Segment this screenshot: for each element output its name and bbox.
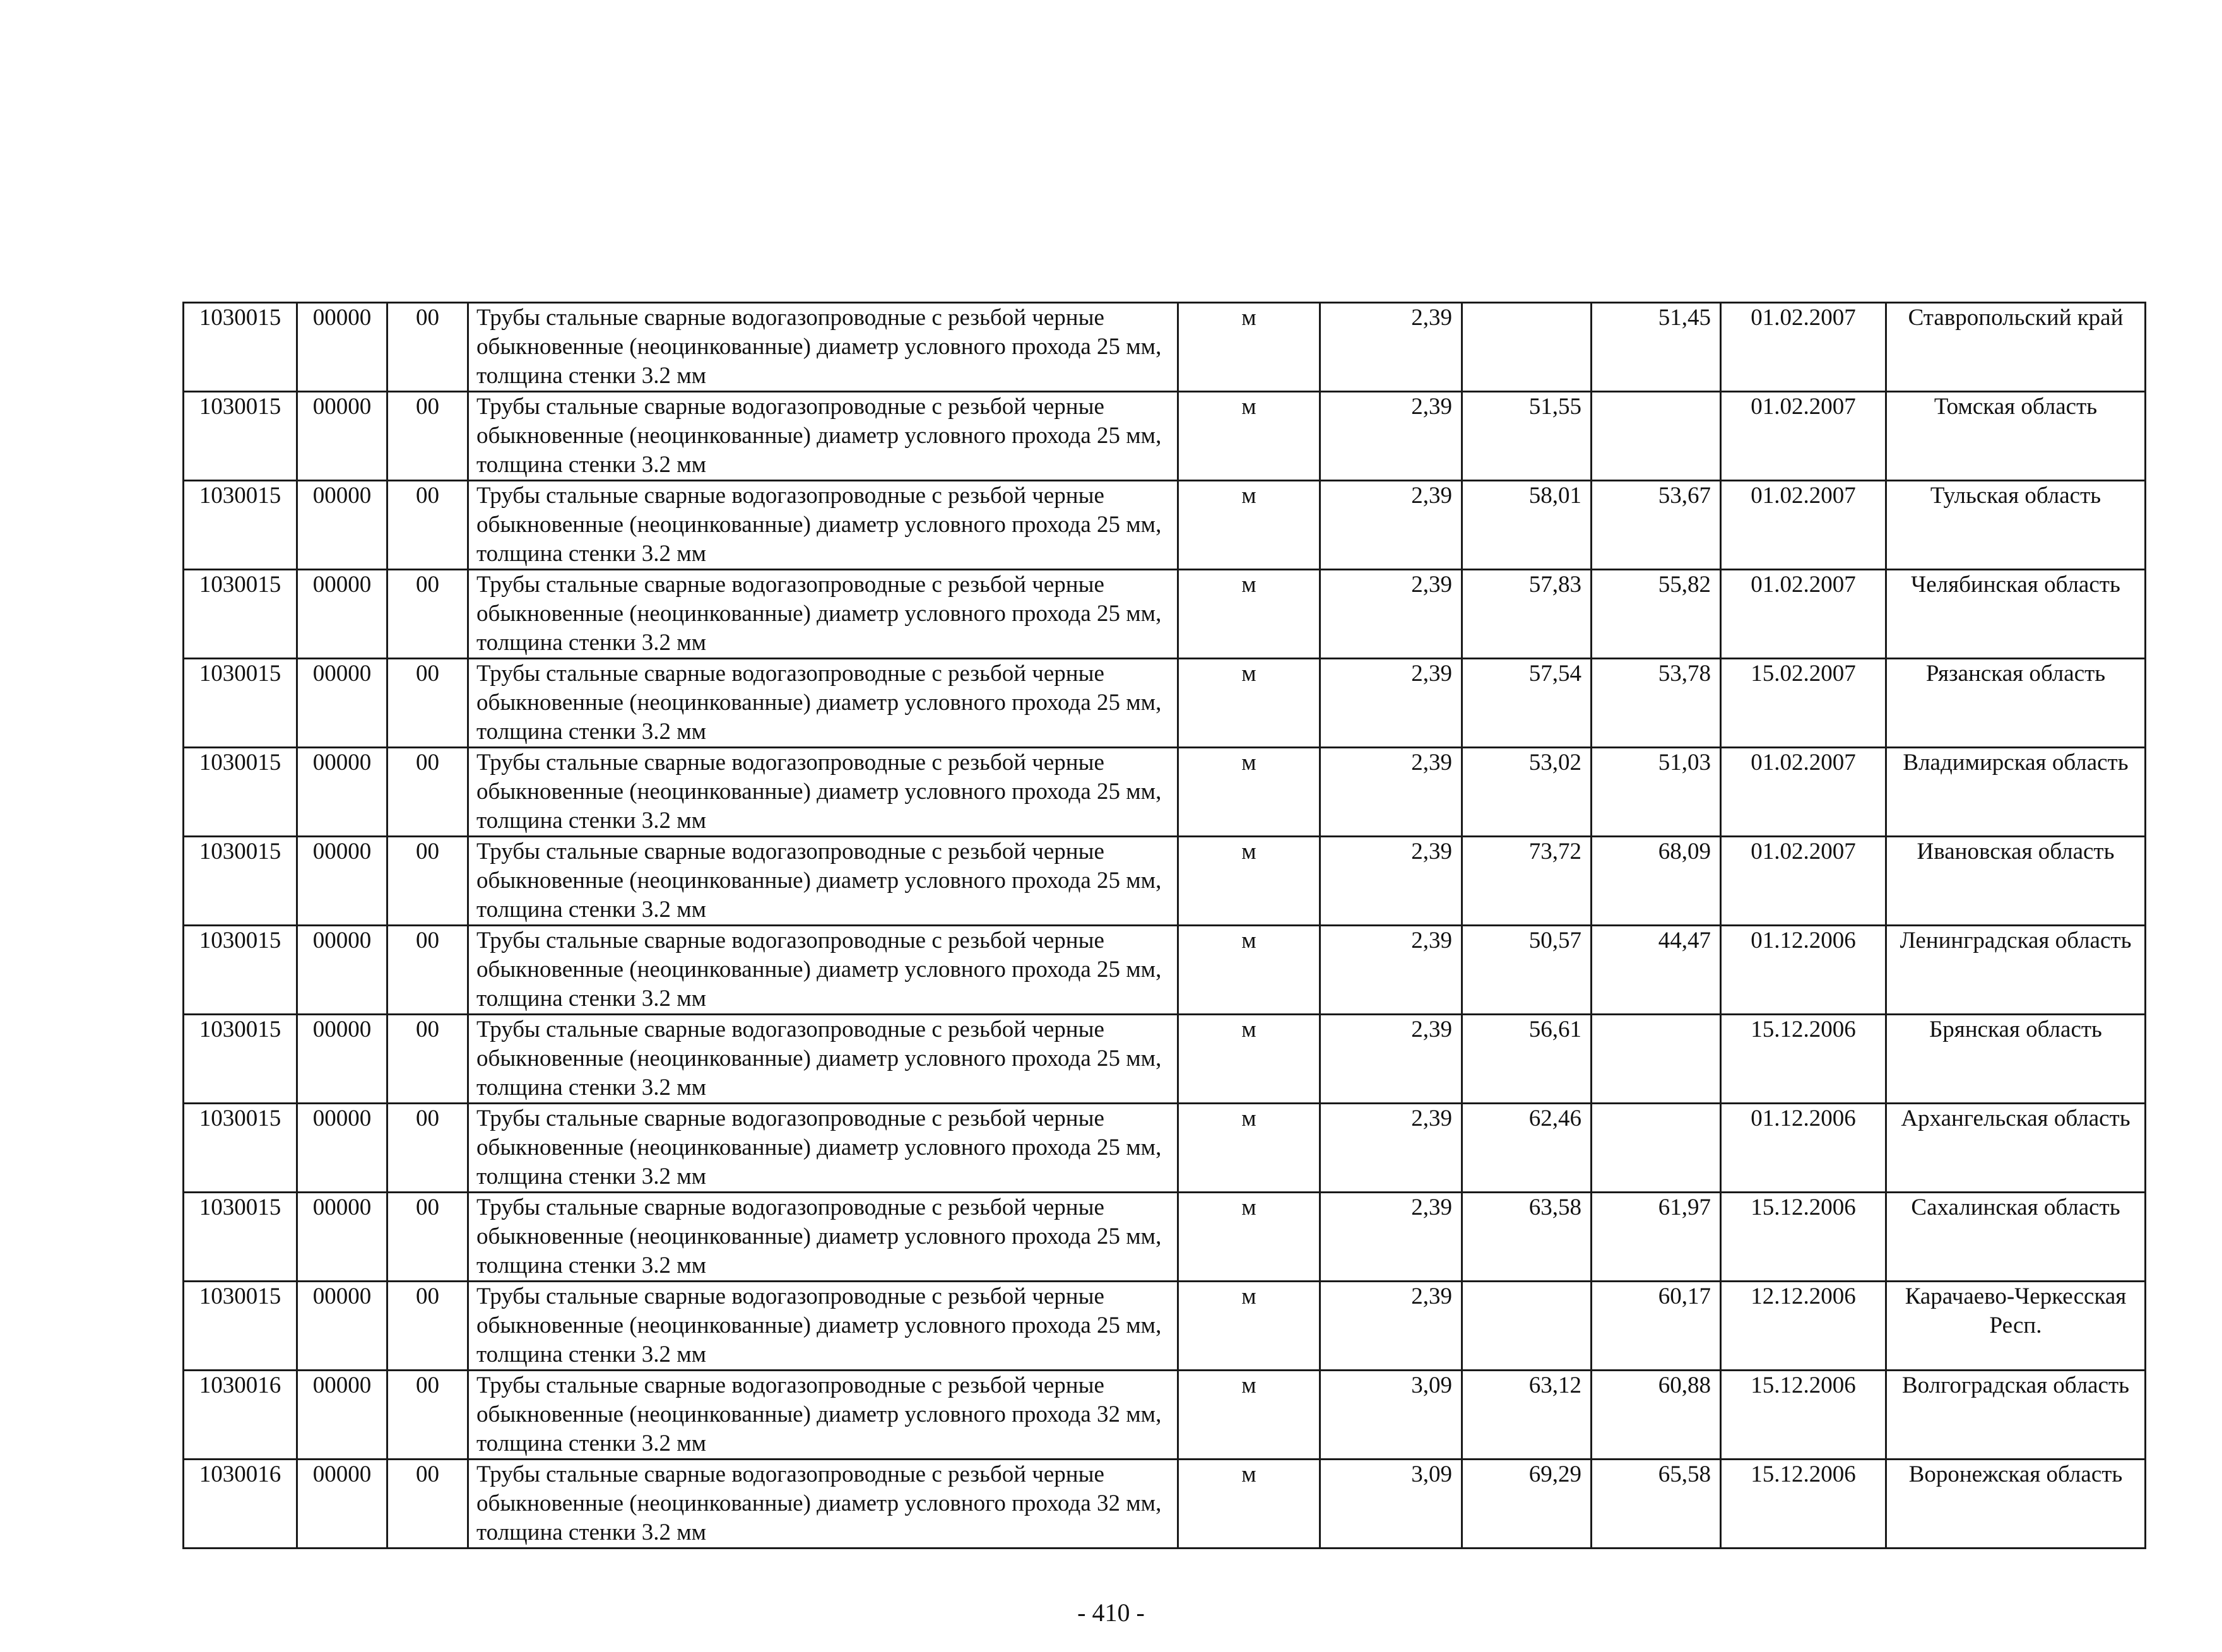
cell-subcode: 00000 [297,303,387,392]
cell-unit: м [1178,1460,1320,1549]
cell-date: 01.02.2007 [1721,481,1886,570]
cell-value-2: 57,83 [1462,570,1592,659]
cell-region: Тульская область [1886,481,2146,570]
cell-description: Трубы стальные сварные водогазопроводные с резьбой черные обыкновенные (неоцинкованные) диаметр условного прохода 25 мм, толщина стенки 3.2 мм [468,1193,1178,1282]
cell-code: 1030016 [184,1460,297,1549]
cell-code: 1030015 [184,303,297,392]
cell-subcode: 00000 [297,837,387,926]
cell-value-3: 61,97 [1592,1193,1721,1282]
cell-code: 1030015 [184,1282,297,1371]
cell-value-3 [1592,1104,1721,1193]
table-row [184,1015,2146,1104]
cell-subcode: 00000 [297,926,387,1015]
cell-value-3 [1592,1015,1721,1104]
table-row [184,926,2146,1015]
cell-region: Волгоградская область [1886,1371,2146,1460]
cell-date: 01.02.2007 [1721,748,1886,837]
cell-unit: м [1178,1193,1320,1282]
cell-value-2: 56,61 [1462,1015,1592,1104]
cell-code: 1030015 [184,1193,297,1282]
table-row [184,1460,2146,1549]
cell-region: Ивановская область [1886,837,2146,926]
cell-unit: м [1178,659,1320,748]
cell-value-3: 51,45 [1592,303,1721,392]
table-row [184,392,2146,481]
cell-date: 12.12.2006 [1721,1282,1886,1371]
cell-code: 1030015 [184,1015,297,1104]
cell-value-3: 55,82 [1592,570,1721,659]
cell-extension: 00 [387,1015,468,1104]
cell-subcode: 00000 [297,1104,387,1193]
table-row [184,659,2146,748]
cell-region: Томская область [1886,392,2146,481]
cell-subcode: 00000 [297,1282,387,1371]
cell-unit: м [1178,926,1320,1015]
cell-extension: 00 [387,481,468,570]
cell-description: Трубы стальные сварные водогазопроводные с резьбой черные обыкновенные (неоцинкованные) диаметр условного прохода 32 мм, толщина стенки 3.2 мм [468,1460,1178,1549]
table-body [184,303,2146,1549]
cell-description: Трубы стальные сварные водогазопроводные с резьбой черные обыкновенные (неоцинкованные) диаметр условного прохода 25 мм, толщина стенки 3.2 мм [468,481,1178,570]
cell-description: Трубы стальные сварные водогазопроводные с резьбой черные обыкновенные (неоцинкованные) диаметр условного прохода 25 мм, толщина стенки 3.2 мм [468,837,1178,926]
cell-value-3: 60,88 [1592,1371,1721,1460]
table-row [184,303,2146,392]
cell-description: Трубы стальные сварные водогазопроводные с резьбой черные обыкновенные (неоцинкованные) диаметр условного прохода 25 мм, толщина стенки 3.2 мм [468,1104,1178,1193]
table-row [184,837,2146,926]
cell-description: Трубы стальные сварные водогазопроводные с резьбой черные обыкновенные (неоцинкованные) диаметр условного прохода 25 мм, толщина стенки 3.2 мм [468,659,1178,748]
cell-value-1: 2,39 [1320,1015,1462,1104]
cell-value-3 [1592,392,1721,481]
cell-extension: 00 [387,570,468,659]
table-row [184,1193,2146,1282]
cell-value-1: 2,39 [1320,926,1462,1015]
cell-code: 1030015 [184,659,297,748]
cell-unit: м [1178,570,1320,659]
table-row [184,1282,2146,1371]
cell-value-3: 60,17 [1592,1282,1721,1371]
cell-date: 01.12.2006 [1721,1104,1886,1193]
cell-extension: 00 [387,1193,468,1282]
cell-value-2: 73,72 [1462,837,1592,926]
cell-date: 01.02.2007 [1721,837,1886,926]
cell-unit: м [1178,392,1320,481]
cell-date: 01.12.2006 [1721,926,1886,1015]
cell-subcode: 00000 [297,748,387,837]
cell-code: 1030016 [184,1371,297,1460]
cell-code: 1030015 [184,570,297,659]
cell-description: Трубы стальные сварные водогазопроводные с резьбой черные обыкновенные (неоцинкованные) диаметр условного прохода 25 мм, толщина стенки 3.2 мм [468,1015,1178,1104]
cell-extension: 00 [387,1282,468,1371]
cell-subcode: 00000 [297,1193,387,1282]
cell-unit: м [1178,748,1320,837]
cell-date: 01.02.2007 [1721,392,1886,481]
cell-value-2 [1462,303,1592,392]
cell-description: Трубы стальные сварные водогазопроводные с резьбой черные обыкновенные (неоцинкованные) диаметр условного прохода 25 мм, толщина стенки 3.2 мм [468,303,1178,392]
table-row [184,481,2146,570]
cell-value-1: 2,39 [1320,659,1462,748]
cell-value-3: 53,78 [1592,659,1721,748]
cell-unit: м [1178,481,1320,570]
cell-subcode: 00000 [297,392,387,481]
cell-date: 15.12.2006 [1721,1460,1886,1549]
cell-region: Брянская область [1886,1015,2146,1104]
cell-date: 01.02.2007 [1721,570,1886,659]
cell-value-1: 3,09 [1320,1460,1462,1549]
cell-value-2: 63,12 [1462,1371,1592,1460]
cell-region: Ставропольский край [1886,303,2146,392]
cell-description: Трубы стальные сварные водогазопроводные с резьбой черные обыкновенные (неоцинкованные) диаметр условного прохода 25 мм, толщина стенки 3.2 мм [468,926,1178,1015]
cell-unit: м [1178,1371,1320,1460]
cell-date: 15.02.2007 [1721,659,1886,748]
cell-value-1: 2,39 [1320,1193,1462,1282]
cell-code: 1030015 [184,392,297,481]
cell-subcode: 00000 [297,1371,387,1460]
cell-code: 1030015 [184,1104,297,1193]
cell-value-2: 58,01 [1462,481,1592,570]
cell-value-2: 63,58 [1462,1193,1592,1282]
cell-description: Трубы стальные сварные водогазопроводные с резьбой черные обыкновенные (неоцинкованные) диаметр условного прохода 25 мм, толщина стенки 3.2 мм [468,392,1178,481]
cell-value-3: 51,03 [1592,748,1721,837]
cell-value-1: 2,39 [1320,837,1462,926]
cell-date: 15.12.2006 [1721,1371,1886,1460]
cell-unit: м [1178,1104,1320,1193]
cell-description: Трубы стальные сварные водогазопроводные с резьбой черные обыкновенные (неоцинкованные) диаметр условного прохода 25 мм, толщина стенки 3.2 мм [468,748,1178,837]
cell-value-2: 51,55 [1462,392,1592,481]
cell-region: Рязанская область [1886,659,2146,748]
cell-code: 1030015 [184,926,297,1015]
cell-unit: м [1178,1282,1320,1371]
cell-region: Ленинградская область [1886,926,2146,1015]
cell-value-3: 65,58 [1592,1460,1721,1549]
cell-value-1: 2,39 [1320,1282,1462,1371]
cell-subcode: 00000 [297,1460,387,1549]
table-row [184,1104,2146,1193]
cell-extension: 00 [387,1371,468,1460]
cell-date: 15.12.2006 [1721,1015,1886,1104]
cell-value-1: 2,39 [1320,570,1462,659]
cell-code: 1030015 [184,837,297,926]
cell-date: 15.12.2006 [1721,1193,1886,1282]
page-number: - 410 - [1077,1598,1145,1627]
cell-value-2: 69,29 [1462,1460,1592,1549]
cell-region: Воронежская область [1886,1460,2146,1549]
cell-date: 01.02.2007 [1721,303,1886,392]
cell-subcode: 00000 [297,1015,387,1104]
cell-value-1: 2,39 [1320,1104,1462,1193]
price-table [182,302,2146,1549]
cell-extension: 00 [387,748,468,837]
table-row [184,748,2146,837]
cell-region: Карачаево-Черкесская Респ. [1886,1282,2146,1371]
cell-value-2: 57,54 [1462,659,1592,748]
cell-code: 1030015 [184,481,297,570]
cell-value-3: 68,09 [1592,837,1721,926]
cell-value-3: 44,47 [1592,926,1721,1015]
cell-description: Трубы стальные сварные водогазопроводные с резьбой черные обыкновенные (неоцинкованные) диаметр условного прохода 32 мм, толщина стенки 3.2 мм [468,1371,1178,1460]
cell-value-2: 62,46 [1462,1104,1592,1193]
cell-unit: м [1178,1015,1320,1104]
table-row [184,1371,2146,1460]
cell-region: Сахалинская область [1886,1193,2146,1282]
cell-extension: 00 [387,659,468,748]
cell-code: 1030015 [184,748,297,837]
cell-extension: 00 [387,1460,468,1549]
cell-region: Владимирская область [1886,748,2146,837]
cell-value-1: 2,39 [1320,392,1462,481]
cell-value-1: 2,39 [1320,481,1462,570]
cell-value-1: 3,09 [1320,1371,1462,1460]
cell-extension: 00 [387,303,468,392]
cell-region: Челябинская область [1886,570,2146,659]
cell-subcode: 00000 [297,659,387,748]
cell-unit: м [1178,837,1320,926]
cell-extension: 00 [387,926,468,1015]
cell-extension: 00 [387,837,468,926]
cell-value-1: 2,39 [1320,303,1462,392]
cell-value-1: 2,39 [1320,748,1462,837]
cell-subcode: 00000 [297,570,387,659]
cell-extension: 00 [387,392,468,481]
cell-description: Трубы стальные сварные водогазопроводные с резьбой черные обыкновенные (неоцинкованные) диаметр условного прохода 25 мм, толщина стенки 3.2 мм [468,1282,1178,1371]
cell-description: Трубы стальные сварные водогазопроводные с резьбой черные обыкновенные (неоцинкованные) диаметр условного прохода 25 мм, толщина стенки 3.2 мм [468,570,1178,659]
cell-value-2: 50,57 [1462,926,1592,1015]
cell-region: Архангельская область [1886,1104,2146,1193]
cell-value-3: 53,67 [1592,481,1721,570]
table-row [184,570,2146,659]
cell-subcode: 00000 [297,481,387,570]
cell-value-2 [1462,1282,1592,1371]
cell-unit: м [1178,303,1320,392]
cell-extension: 00 [387,1104,468,1193]
cell-value-2: 53,02 [1462,748,1592,837]
